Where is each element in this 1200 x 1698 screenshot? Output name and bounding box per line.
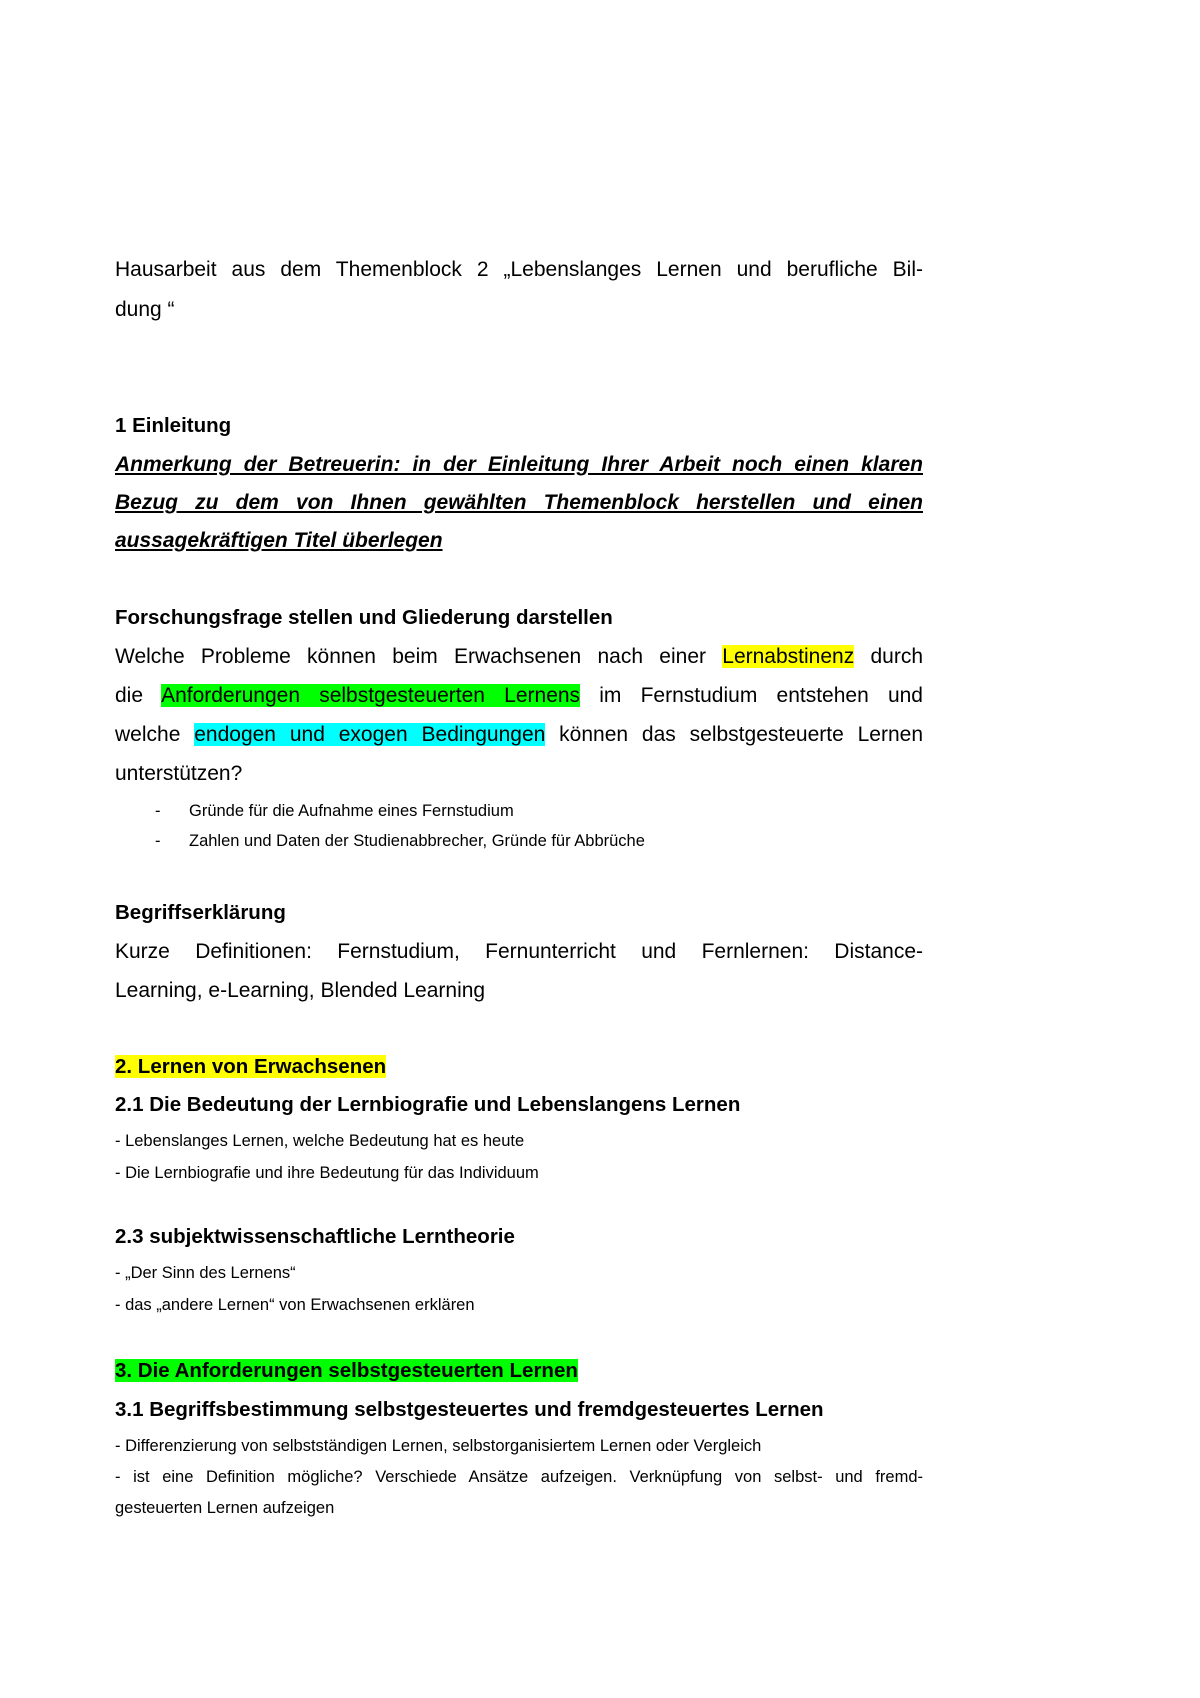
research-question-line-2 [115,682,923,710]
bullet-text: Gründe für die Aufnahme eines Fernstudium [189,802,514,820]
terms-heading: Begriffserklärung [115,901,286,924]
list-item: - Lebenslanges Lernen, welche Bedeutung hat es heute [115,1132,525,1150]
list-item: gesteuerten Lernen aufzeigen [115,1499,335,1517]
terms-line-1: Kurze Definitionen: Fernstudium, Fernunterricht und Fernlernen: Distance- [115,940,923,963]
section-2-heading-text: 2. Lernen von Erwachsenen [115,1055,387,1078]
supervisor-note-line-3: aussagekräftigen Titel überlegen [115,529,443,552]
section-3-heading [115,1357,923,1385]
bullet-text: Zahlen und Daten der Studienabbrecher, Gründe für Abbrüche [189,832,645,850]
section-3-heading-text: 3. Die Anforderungen selbstgesteuerten Lernen [115,1359,578,1382]
research-question-line-3 [115,721,923,749]
document-title-line-1: Hausarbeit aus dem Themenblock 2 „Lebenslanges Lernen und berufliche Bil- [115,258,923,281]
supervisor-note-line-1: Anmerkung der Betreuerin: in der Einleitung Ihrer Arbeit noch einen klaren [115,453,923,476]
list-item: - ist eine Definition mögliche? Verschiede Ansätze aufzeigen. Verknüpfung von selbst- und fremd- [115,1468,923,1486]
section-2-heading [115,1053,923,1081]
section-2-3-heading: 2.3 subjektwissenschaftliche Lerntheorie [115,1225,515,1248]
supervisor-note-line-2: Bezug zu dem von Ihnen gewählten Themenblock herstellen und einen [115,491,923,514]
research-question-line-4: unterstützen? [115,762,243,785]
list-item: - das „andere Lernen“ von Erwachsenen erklären [115,1296,475,1314]
research-text: die [115,684,162,707]
list-item: - Differenzierung von selbstständigen Lernen, selbstorganisiertem Lernen oder Vergleich [115,1437,762,1455]
bullet-dash: - [155,802,161,820]
research-text: welche [115,723,195,746]
highlight-lernabstinenz: Lernabstinenz [722,645,855,668]
highlight-anforderungen: Anforderungen selbstgesteuerten Lernens [161,684,581,707]
highlight-bedingungen: endogen und exogen Bedingungen [194,723,546,746]
research-question-line-1 [115,643,923,671]
document-page [115,0,923,1698]
list-item: - Die Lernbiografie und ihre Bedeutung für das Individuum [115,1164,539,1182]
list-item: - „Der Sinn des Lernens“ [115,1264,296,1282]
research-text: können das selbstgesteuerte Lernen [545,723,924,746]
list-item [115,800,923,822]
section-2-1-heading: 2.1 Die Bedeutung der Lernbiografie und Lebenslangens Lernen [115,1093,741,1116]
research-text: im Fernstudium entstehen und [580,684,923,707]
document-title-line-2: dung “ [115,298,175,321]
bullet-dash: - [155,832,161,850]
research-heading: Forschungsfrage stellen und Gliederung darstellen [115,606,613,629]
section-3-1-heading: 3.1 Begriffsbestimmung selbstgesteuertes und fremdgesteuertes Lernen [115,1398,824,1421]
list-item [115,830,923,852]
research-text: durch [854,645,923,668]
research-text: Welche Probleme können beim Erwachsenen nach einer [115,645,723,668]
intro-heading: 1 Einleitung [115,414,232,437]
terms-line-2: Learning, e-Learning, Blended Learning [115,979,486,1002]
